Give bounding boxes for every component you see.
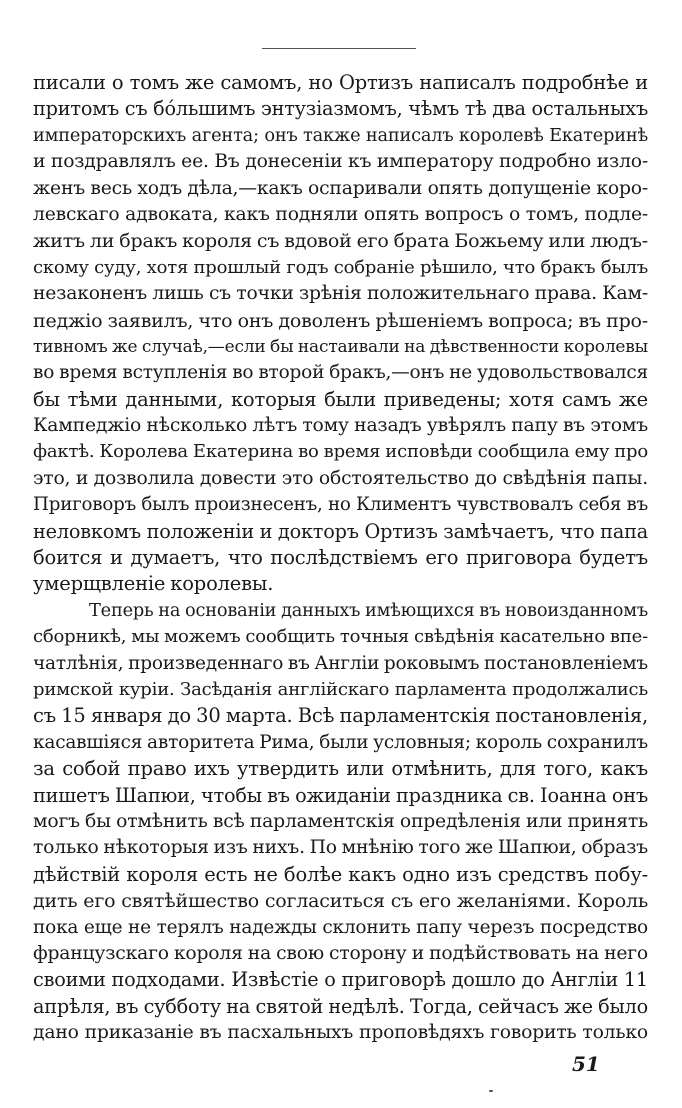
print-speck	[489, 1090, 493, 1092]
text-line: педжiо заявилъ, что онъ доволенъ рѣшенiемъ вопроса; въ про-	[33, 309, 648, 332]
text-line: могъ бы отмѣнить всѣ парламентскiя опредѣленiя или принять	[33, 810, 648, 832]
text-line: это, и дозволила довести это обстоятельство до свѣдѣнiя папы.	[33, 467, 648, 489]
text-line: касавшiяся авторитета Рима, были условныя; король сохранилъ	[33, 731, 648, 753]
text-line: Кампеджiо нѣсколько лѣтъ тому назадъ увѣрялъ папу въ этомъ	[33, 415, 648, 437]
text-line: дано приказанiе въ пасхальныхъ проповѣдяхъ говорить только	[33, 1022, 648, 1044]
text-line: житъ ли бракъ короля съ вдовой его брата Божьему или людъ-	[33, 230, 648, 253]
text-line: тивномъ же случаѣ,—если бы настаивали на дѣвственности королевы	[33, 336, 648, 357]
text-line: чатлѣнiя, произведеннаго въ Англiи роковымъ постановленiемъ	[33, 652, 648, 674]
body-text	[33, 70, 648, 1046]
text-line: пока еще не терялъ надежды склонить папу черезъ посредство	[33, 916, 648, 938]
text-line: боится и думаетъ, что послѣдствiемъ его приговора будетъ	[33, 546, 648, 570]
text-line: Приговоръ былъ произнесенъ, но Климентъ чувствовалъ себя въ	[33, 494, 648, 516]
text-line: сборникѣ, мы можемъ сообщить точныя свѣдѣнiя касательно впе-	[33, 626, 648, 648]
text-line: Теперь на основанiи данныхъ имѣющихся въ новоизданномъ	[89, 600, 648, 621]
header-rule	[262, 48, 416, 49]
text-line: за собой право ихъ утвердить или отмѣнить, для того, какъ	[33, 757, 648, 781]
text-line: римской курiи. Засѣданiя англiйскаго парламента продолжались	[33, 678, 648, 700]
text-line: левскаго адвоката, какъ подняли опять вопросъ о томъ, подле-	[33, 203, 648, 225]
text-line: скому суду, хотя прошлый годъ собранiе рѣшило, что бракъ былъ	[33, 256, 648, 278]
text-line: своими подходами. Извѣстiе о приговорѣ дошло до Англiи 11	[33, 968, 648, 992]
text-line: съ 15 января до 30 марта. Всѣ парламентскiя постановленiя,	[33, 704, 648, 728]
text-line: дить его святѣйшество согласиться съ его желанiями. Король	[33, 890, 648, 913]
text-line: притомъ съ бо́льшимъ энтузiазмомъ, чѣмъ тѣ два остальныхъ	[33, 97, 648, 121]
text-line: женъ весь ходъ дѣла,—какъ оспаривали опять допущенiе коро-	[33, 177, 648, 199]
text-line: во время вступленiя во второй бракъ,—онъ не удовольствовался	[33, 362, 648, 384]
paragraph-1	[33, 70, 648, 598]
text-line: только нѣкоторыя изъ нихъ. По мнѣнiю того же Шапюи, образъ	[33, 837, 648, 859]
paragraph-2	[33, 598, 648, 1047]
text-line: апрѣля, въ субботу на святой недѣлѣ. Тогда, сейчасъ же было	[33, 994, 648, 1018]
text-line: неловкомъ положенiи и докторъ Ортизъ замѣчаетъ, что папа	[33, 519, 648, 543]
page-number: 51	[572, 1052, 600, 1076]
text-line: дѣйствiй короля есть не болѣе какъ одно изъ средствъ побу-	[33, 862, 648, 886]
text-line: императорскихъ агента; онъ также написалъ королевѣ Екатеринѣ	[33, 125, 648, 146]
text-line: французскаго короля на свою сторону и подѣйствовать на него	[33, 942, 648, 964]
text-line: писали о томъ же самомъ, но Ортизъ написалъ подробнѣе и	[33, 71, 648, 94]
text-line: незаконенъ лишь съ точки зрѣнiя положительнаго права. Кам-	[33, 283, 648, 305]
text-line: фактѣ. Королева Екатерина во время исповѣди сообщила ему про	[33, 441, 648, 463]
text-line: пишетъ Шапюи, чтобы въ ожиданiи праздника св. Iоанна онъ	[33, 783, 648, 807]
text-line: и поздравлялъ ее. Въ донесенiи къ императору подробно изло-	[33, 151, 648, 173]
text-line: бы тѣми данными, которыя были приведены; хотя самъ же	[33, 387, 648, 411]
text-line: умерщвленiе королевы.	[33, 572, 274, 596]
